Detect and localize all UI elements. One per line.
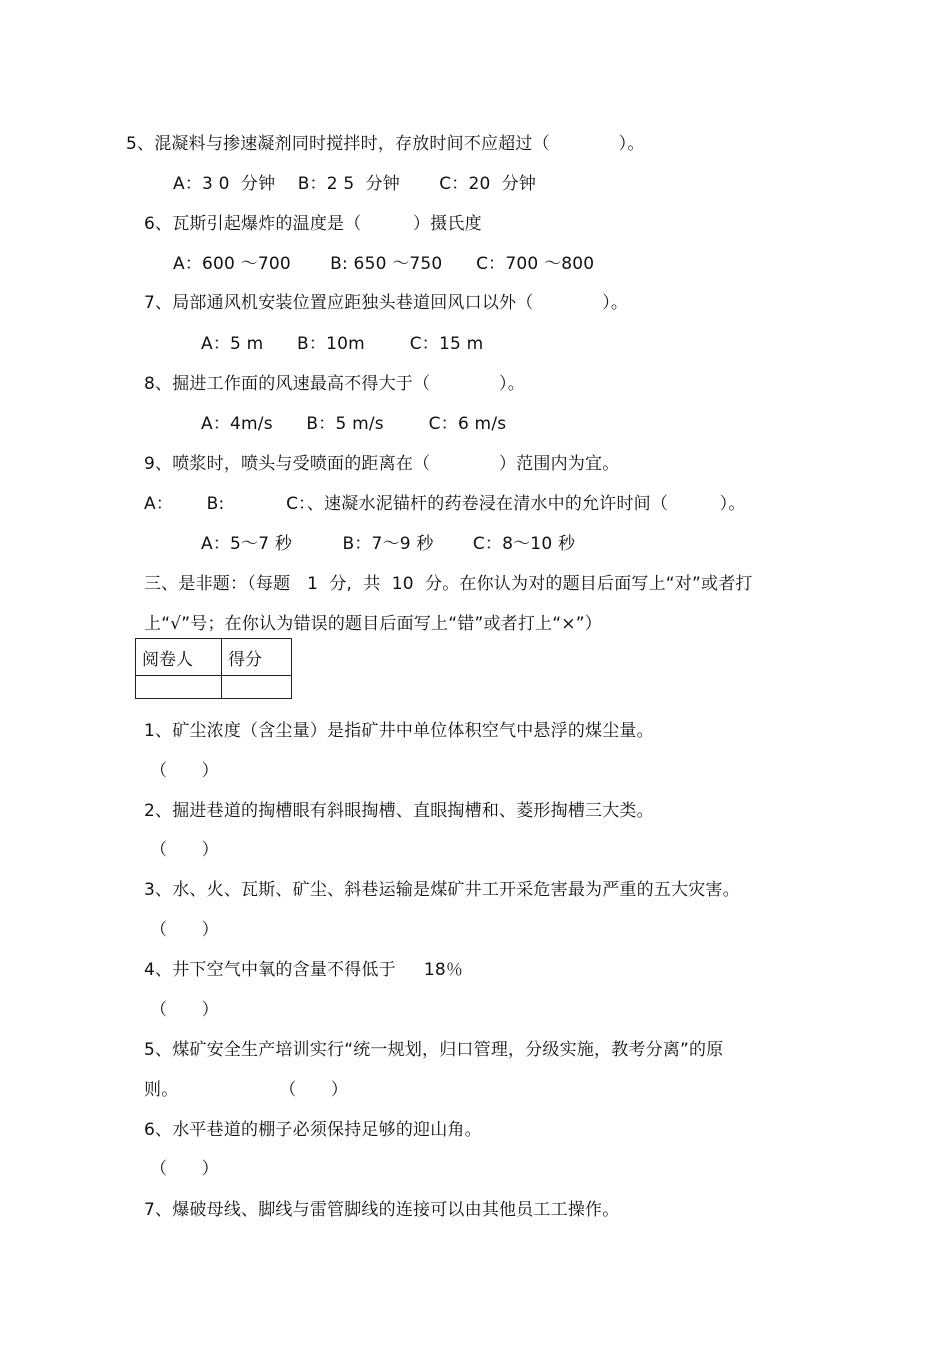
section-3-heading: 三、是非题：（每题 1 分, 共 10 分。在你认为对的题目后面写上“对”或者打 — [144, 574, 753, 594]
question-9-text: 9、喷浆时，喷头与受喷面的距离在（ ）范围内为宜。 — [144, 454, 620, 474]
reviewer-cell — [136, 676, 222, 699]
question-8-text: 8、掘进工作面的风速最高不得大于（ ）。 — [144, 374, 525, 394]
question-7-options: A：5 m B：10m C：15 m — [201, 334, 484, 354]
question-10-options: A：5～7 秒 B：7～9 秒 C：8～10 秒 — [201, 534, 576, 554]
reviewer-label: 阅卷人 — [136, 639, 222, 676]
tf-question-4: 4、井下空气中氧的含量不得低于 18％ — [144, 960, 464, 980]
score-label: 得分 — [222, 639, 292, 676]
tf-question-1: 1、矿尘浓度（含尘量）是指矿井中单位体积空气中悬浮的煤尘量。 — [144, 721, 654, 741]
section-3-instructions: 上“√”号；在你认为错误的题目后面写上“错”或者打上“×”） — [144, 614, 602, 634]
tf-answer-blank-1: （ ） — [150, 761, 219, 781]
tf-question-3: 3、水、火、瓦斯、矿尘、斜巷运输是煤矿井工开采危害最为严重的五大灾害。 — [144, 880, 740, 900]
score-table — [135, 638, 292, 699]
question-7-text: 7、局部通风机安装位置应距独头巷道回风口以外（ ）。 — [144, 293, 629, 313]
score-cell — [222, 676, 292, 699]
tf-question-6: 6、水平巷道的棚子必须保持足够的迎山角。 — [144, 1120, 482, 1140]
tf-answer-blank-6: （ ） — [150, 1159, 219, 1179]
question-6-options: A：600 ～700 B: 650 ～750 C：700 ～800 — [173, 254, 595, 274]
question-9-options-and-question-10: A： B: C：、速凝水泥锚杆的药卷浸在清水中的允许时间（ ）。 — [144, 494, 746, 514]
tf-question-5-continued: 则。 （ ） — [144, 1080, 349, 1100]
tf-question-5: 5、煤矿安全生产培训实行“统一规划，归口管理，分级实施，教考分离”的原 — [144, 1040, 724, 1060]
tf-question-2: 2、掘进巷道的掏槽眼有斜眼掏槽、直眼掏槽和、菱形掏槽三大类。 — [144, 801, 654, 821]
question-5-options: A：3 0 分钟 B：2 5 分钟 C：20 分钟 — [173, 174, 537, 194]
tf-answer-blank-2: （ ） — [150, 840, 219, 860]
question-6-text: 6、瓦斯引起爆炸的温度是（ ）摄氏度 — [144, 214, 482, 234]
question-8-options: A：4m/s B：5 m/s C：6 m/s — [201, 414, 507, 434]
question-5-text: 5、混凝料与掺速凝剂同时搅拌时，存放时间不应超过（ ）。 — [126, 134, 645, 154]
tf-answer-blank-3: （ ） — [150, 920, 219, 940]
tf-answer-blank-4: （ ） — [150, 1000, 219, 1020]
tf-question-7: 7、爆破母线、脚线与雷管脚线的连接可以由其他员工工操作。 — [144, 1200, 620, 1220]
